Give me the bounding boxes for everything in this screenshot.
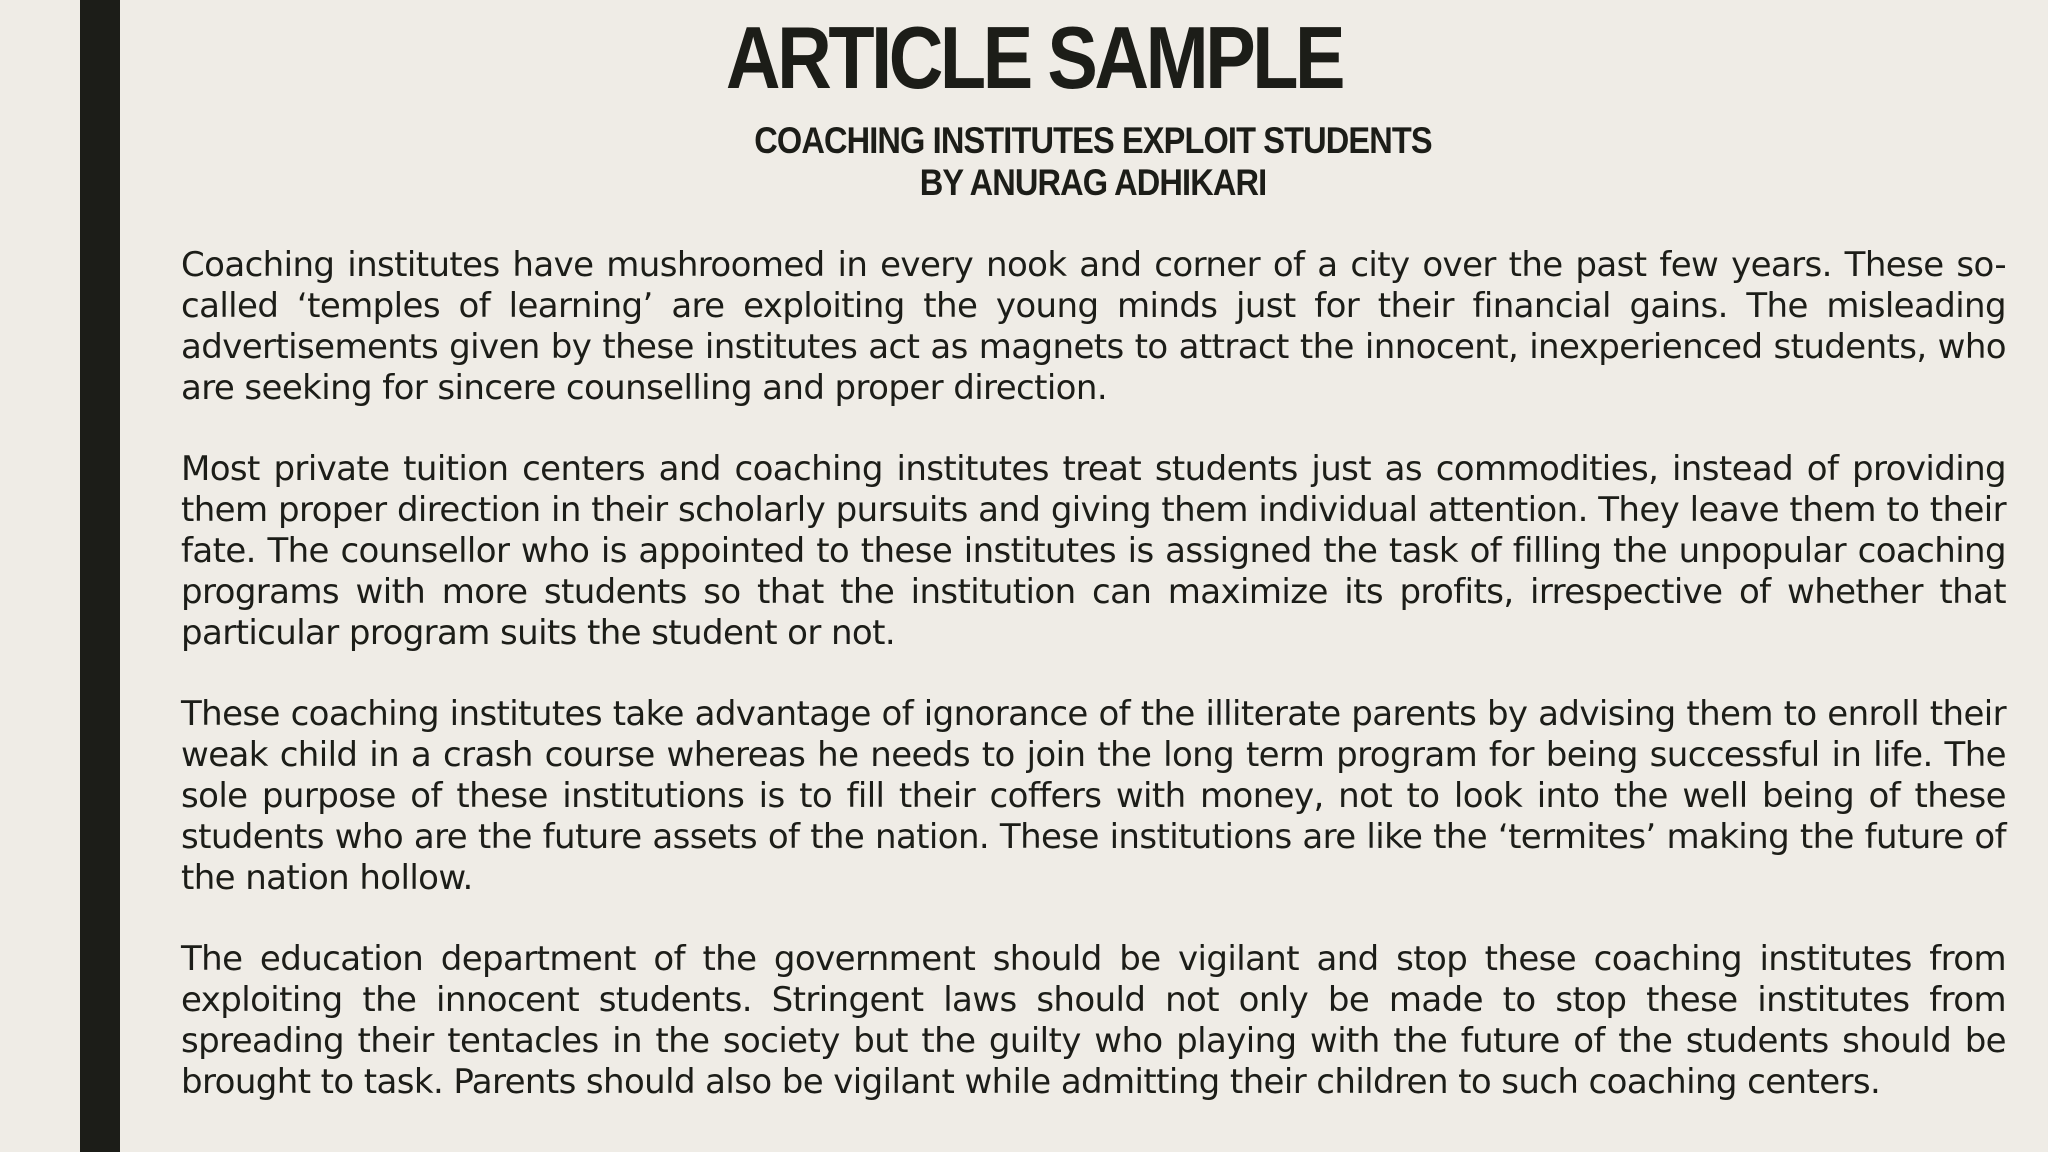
article-paragraph: These coaching institutes take advantage of ignorance of the illiterate parents by advising them to enroll their weak child in a crash course whereas he needs to join the long term program for being successful in life. The sole purpose of these institutions is to fill their coffers with money, not to look into the well being of these students who are the future assets of the nation. These institutions are like the ‘termites’ making the future of the nation hollow. (181, 694, 2006, 898)
article-byline: BY ANURAG ADHIKARI (919, 162, 1267, 203)
article-paragraph: The education department of the government should be vigilant and stop these coaching institutes from exploiting the innocent students. Stringent laws should not only be made to stop these institutes from spreading their tentacles in the society but the guilty who playing with the future of the students should be brought to task. Parents should also be vigilant while admitting their children to such coaching centers. (181, 939, 2006, 1102)
article-body (181, 245, 2006, 1143)
article-header (290, 120, 1897, 204)
article-paragraph: Most private tuition centers and coaching institutes treat students just as commodities, instead of providing them proper direction in their scholarly pursuits and giving them individual attention. They leave them to their fate. The counsellor who is appointed to these institutes is assigned the task of filling the unpopular coaching programs with more students so that the institution can maximize its profits, irrespective of whether that particular program suits the student or not. (181, 449, 2006, 653)
left-accent-bar (80, 0, 120, 1152)
slide-title: ARTICLE SAMPLE (725, 8, 1343, 107)
article-paragraph: Coaching institutes have mushroomed in every nook and corner of a city over the past few years. These so-called ‘temples of learning’ are exploiting the young minds just for their financial gains. The misleading advertisements given by these institutes act as magnets to attract the innocent, inexperienced students, who are seeking for sincere counselling and proper direction. (181, 245, 2006, 408)
article-headline: COACHING INSTITUTES EXPLOIT STUDENTS (754, 120, 1432, 161)
